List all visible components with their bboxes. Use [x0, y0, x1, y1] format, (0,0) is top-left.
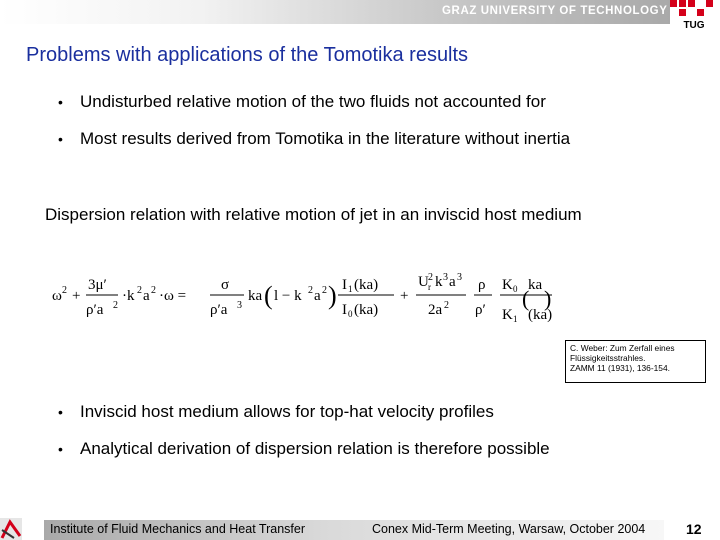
svg-text:·k: ·k	[122, 288, 135, 304]
svg-text:2: 2	[113, 300, 118, 311]
svg-text:σ: σ	[221, 277, 230, 293]
svg-text:(ka): (ka)	[354, 277, 379, 293]
svg-text:a: a	[143, 288, 150, 304]
svg-text:1: 1	[513, 314, 518, 324]
institute-logo-icon	[0, 518, 22, 540]
citation-box	[565, 340, 706, 383]
header-bar	[0, 0, 720, 30]
bullet-list-bottom	[58, 402, 550, 476]
university-name: GRAZ UNIVERSITY OF TECHNOLOGY	[442, 5, 668, 17]
svg-text:(ka): (ka)	[528, 307, 553, 323]
svg-text:ω: ω	[52, 288, 62, 304]
svg-text:ρ: ρ	[478, 277, 486, 293]
bullet-item: • Inviscid host medium allows for top-hat velocity profiles	[58, 402, 550, 439]
citation-line: C. Weber: Zum Zerfall eines	[570, 343, 675, 353]
svg-text:1: 1	[348, 284, 353, 294]
svg-text:K: K	[502, 277, 513, 293]
bullet-list-top	[58, 92, 570, 166]
svg-text:ρ′a: ρ′a	[210, 302, 228, 318]
svg-text:2: 2	[428, 272, 433, 283]
svg-text:l − k: l − k	[274, 288, 302, 304]
svg-text:a: a	[314, 288, 321, 304]
bullet-item: • Analytical derivation of dispersion relation is therefore possible	[58, 439, 550, 476]
bullet-item: • Undisturbed relative motion of the two fluids not accounted for	[58, 92, 570, 129]
section-heading: Dispersion relation with relative motion of jet in an inviscid host medium	[45, 205, 582, 224]
page-number: 12	[686, 521, 702, 537]
citation-line: ZAMM 11 (1931), 136-154.	[570, 363, 670, 373]
svg-text:2: 2	[444, 300, 449, 311]
svg-text:r: r	[428, 282, 431, 292]
svg-text:3: 3	[457, 272, 462, 283]
svg-text:2a: 2a	[428, 302, 443, 318]
slide-title: Problems with applications of the Tomotika results	[26, 44, 469, 66]
dispersion-equation	[50, 262, 570, 328]
svg-text:+: +	[72, 288, 81, 304]
svg-text:K: K	[502, 307, 513, 323]
svg-text:2: 2	[151, 285, 156, 296]
footer-event: Conex Mid-Term Meeting, Warsaw, October 2004	[372, 522, 646, 536]
svg-text:ρ′: ρ′	[475, 302, 486, 318]
footer-institute: Institute of Fluid Mechanics and Heat Transfer	[50, 522, 305, 536]
svg-text:I: I	[342, 302, 347, 318]
svg-text:ρ′a: ρ′a	[86, 302, 104, 318]
svg-text:ka: ka	[528, 277, 543, 293]
svg-text:(: (	[264, 281, 273, 310]
svg-text:I: I	[342, 277, 347, 293]
svg-text:2: 2	[137, 285, 142, 296]
svg-text:ka: ka	[248, 288, 263, 304]
svg-text:2: 2	[322, 285, 327, 296]
svg-text:(ka): (ka)	[354, 302, 379, 318]
citation-line: Flüssigkeitsstrahles.	[570, 353, 646, 363]
svg-text:0: 0	[348, 309, 353, 319]
svg-text:a: a	[449, 274, 456, 290]
svg-text:k: k	[435, 274, 443, 290]
svg-text:): )	[544, 286, 552, 311]
tug-logo-icon	[668, 0, 720, 30]
svg-text:(: (	[522, 286, 530, 311]
svg-text:3: 3	[443, 272, 448, 283]
svg-text:2: 2	[308, 285, 313, 296]
bullet-item: • Most results derived from Tomotika in the literature without inertia	[58, 129, 570, 166]
svg-text:2: 2	[62, 285, 67, 296]
svg-text:): )	[328, 281, 337, 310]
svg-text:3μ′: 3μ′	[88, 277, 107, 293]
svg-text:+: +	[400, 288, 409, 304]
logo-text: TUG	[683, 20, 705, 30]
svg-text:U: U	[418, 274, 429, 290]
svg-text:·ω =: ·ω =	[159, 288, 187, 304]
svg-text:0: 0	[513, 284, 518, 294]
svg-text:3: 3	[237, 300, 242, 311]
